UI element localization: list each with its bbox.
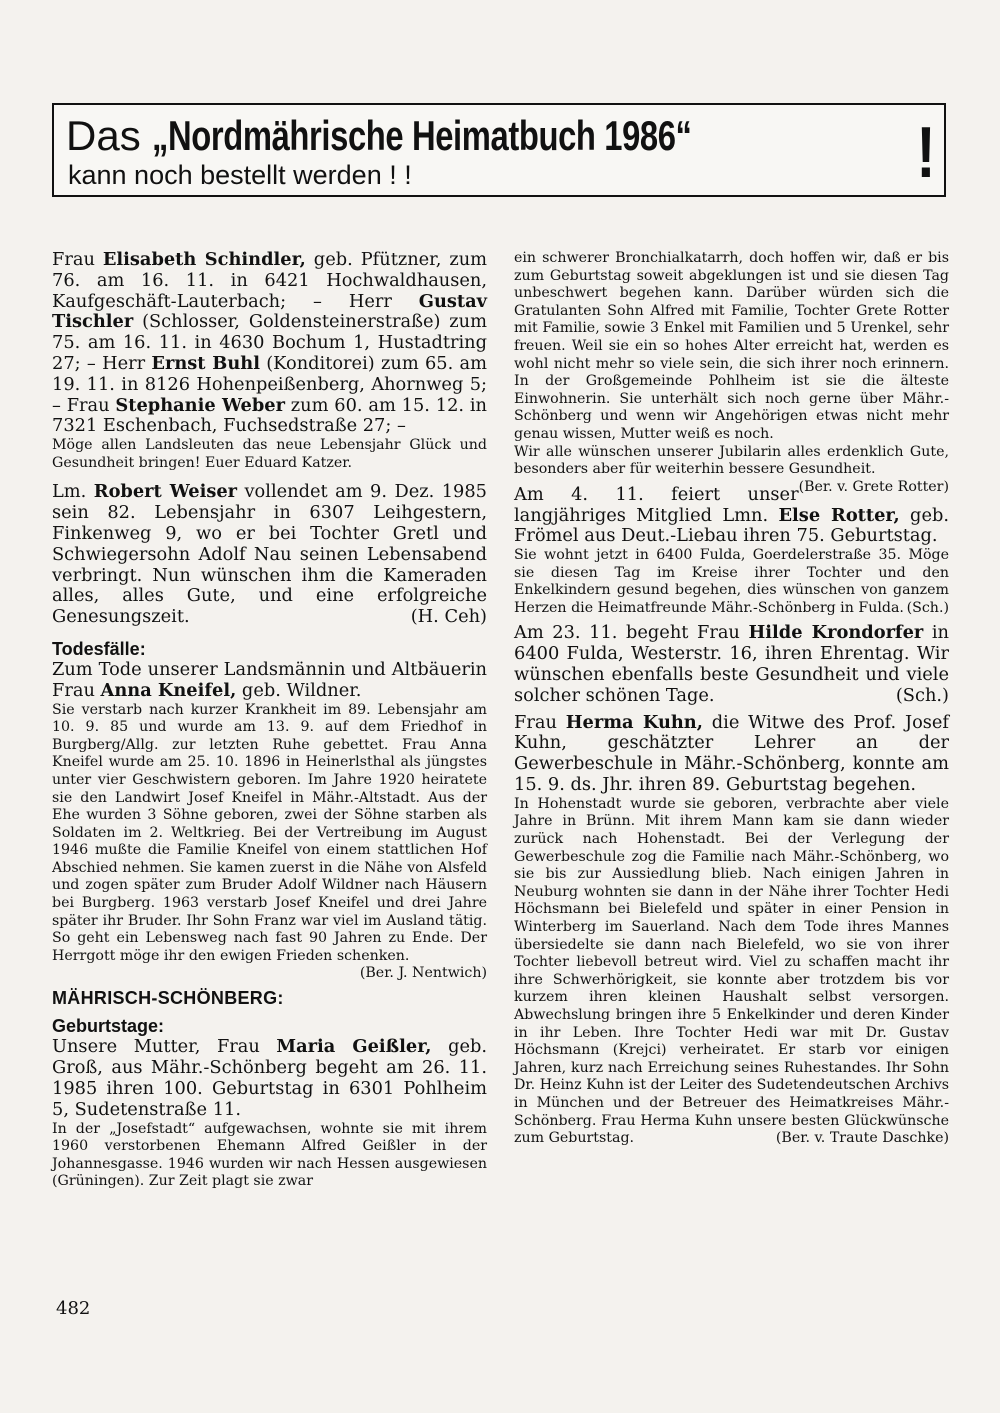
announcement-subtitle: kann noch bestellt werden ! ! <box>68 160 412 190</box>
person-name: Robert Weiser <box>93 481 238 503</box>
birthdays-heading: Geburtstage: <box>52 1016 165 1037</box>
town-heading: MÄHRISCH-SCHÖNBERG: <box>52 988 284 1009</box>
kneifel-obituary <box>52 701 487 982</box>
kuhn-signature: (Ber. v. Traute Daschke) <box>775 1130 949 1147</box>
geissler-continued: ein schwerer Bronchialkatarrh, doch hoffen wir, daß er bis zum Geburtstag soweit abgeklungen ist und sie diesen Tag unbeschwert begehen kann. Darüber würden sich die Gratulanten Sohn Alfred mit Familie, Tochter Grete Rotter mit Familie, sowie 3 Enkel mit Familien und 5 Urenkel, sehr freuen. Weil sie ein so hohes Alter erreicht hat, werden es wohl nicht mehr so viele sein, die sich ihrer noch erinnern. In der Großgemeinde Pohlheim ist sie die älteste Einwohnerin. Sie unterhält sich noch gerne über Mähr.-Schönberg und wenn wir Angehörigen etwas nicht mehr genau wissen, Mutter weiß es noch. <box>514 250 949 442</box>
person-name: Ernst Buhl <box>151 352 260 374</box>
deaths-heading: Todesfälle: <box>52 638 146 659</box>
kuhn-text <box>514 796 949 1148</box>
rotter-intro: Am 4. 11. feiert unser langjähriges Mitglied Lmn. Else Rotter, geb. Frömel aus Deut.-Liebau ihren 75. Geburtstag. <box>514 483 949 547</box>
kneifel-text: Sie verstarb nach kurzer Krankheit im 89. Lebensjahr am 10. 9. 85 und wurde am 13. 9. auf dem Friedhof in Burgberg/Allg. zur letzten Ruhe gebettet. Frau Anna Kneifel wurde am 25. 10. 1896 in Heinerlsthal als jüngstes unter vier Geschwistern geboren. Im Jahre 1920 heiratete sie den Landwirt Josef Kneifel in Mähr.-Altstadt. Aus der Ehe wurden 3 Söhne geboren, zwei der Söhne starben als Soldaten im 2. Weltkrieg. Bei der Vertreibung im August 1946 mußte die Familie Kneifel von einem stattlichen Hof Abschied nehmen. Sie kamen zuerst in die Nähe von Alsfeld und zogen später zum Bruder Adolf Wildner nach Häusern bei Burgberg. 1963 verstarb Josef Kneifel und drei Jahre später ihr Bruder. Ihr Sohn Franz war viel im Ausland tätig. So geht ein Lebensweg nach fast 90 Jahren zu Ende. Der Herrgott möge ihr den ewigen Frieden schenken. <box>52 701 487 964</box>
krondorfer-signature: (Sch.) <box>895 684 949 706</box>
announcement-title-lead: Das <box>66 112 153 159</box>
geissler-signature: (Ber. v. Grete Rotter) <box>798 478 949 495</box>
weiser-signature: (H. Ceh) <box>410 606 487 628</box>
person-name: Stephanie Weber <box>115 394 285 416</box>
person-name: Gustav Tischler <box>52 290 487 333</box>
rotter-body: Sie wohnt jetzt in 6400 Fulda, Goerdelerstraße 35. Möge sie diesen Tag im Kreise ihrer Tochter und den Enkelkindern gesund begehen, dies wünschen von ganzem Herzen die Heimatfreunde Mähr.-Schönberg in Fulda. <box>514 547 949 616</box>
announcement-box <box>52 103 946 197</box>
geissler-wishes <box>514 443 949 495</box>
person-name: Maria Geißler, <box>276 1036 432 1058</box>
left-column <box>52 250 487 1191</box>
rotter-signature: (Sch.) <box>906 599 949 616</box>
announcement-title <box>66 111 844 161</box>
birthday-greeting: Möge allen Landsleuten das neue Lebensjahr Glück und Gesundheit bringen! Euer Eduard Katzer. <box>52 437 487 471</box>
geissler-text: In der „Josefstadt“ aufgewachsen, wohnte sie mit ihrem 1960 verstorbenen Ehemann Alfred Geißler in der Johannesgasse. 1946 wurden wir nach Hessen ausgewiesen (Grüningen). Zur Zeit plagt sie zwar <box>52 1120 487 1190</box>
krondorfer-text: Am 23. 11. begeht Frau Hilde Krondorfer in 6400 Fulda, Westerstr. 16, ihren Ehrentag. Wir wünschen ebenfalls beste Gesundheit und viele solcher schönen Tage. <box>514 622 949 706</box>
exclamation-mark: ! <box>916 113 936 193</box>
weiser-text: Lm. Robert Weiser vollendet am 9. Dez. 1985 sein 82. Lebensjahr in 6307 Leihgestern, Finkenweg 9, wo er bei Tochter Gretl und Schwiegersohn Adolf Nau seinen Lebensabend verbringt. Nun wünschen ihm die Kameraden alles, alles Gute, und eine erfolgreiche Genesungszeit. <box>52 481 487 628</box>
person-name: Herma Kuhn, <box>565 711 703 733</box>
krondorfer-article <box>514 623 949 706</box>
person-name: Hilde Krondorfer <box>748 622 924 644</box>
kuhn-intro: Frau Herma Kuhn, die Witwe des Prof. Josef Kuhn, geschätzter Lehrer an der Gewerbeschule in Mähr.-Schönberg, konnte am 15. 9. ds. Jhr. ihren 89. Geburtstag begehen. <box>514 711 950 796</box>
announcement-title-main: „Nordmährische Heimatbuch 1986“ <box>152 112 692 159</box>
kneifel-signature: (Ber. J. Nentwich) <box>359 965 487 982</box>
geissler-wishes-text: Wir alle wünschen unserer Jubilarin alles erdenklich Gute, besonders aber für weiterhin bessere Gesundheit. <box>514 443 949 478</box>
birthday-list: Frau Elisabeth Schindler, geb. Pfützner, zum 76. am 16. 11. in 6421 Hochwaldhausen, Kaufgeschäft-Lauterbach; – Herr Gustav Tischler (Schlosser, Goldensteinerstraße) zum 75. am 16. 11. in 4630 Bochum 1, Hustadtring 27; – Herr Ernst Buhl (Konditorei) zum 65. am 19. 11. in 8126 Hohenpeißenberg, Ahornweg 5; – Frau Stephanie Weber zum 60. am 15. 12. in 7321 Eschenbach, Fuchsedstraße 27; – <box>52 249 488 437</box>
person-name: Else Rotter, <box>778 504 900 526</box>
rotter-text <box>514 547 949 617</box>
person-name: Anna Kneifel, <box>100 679 237 701</box>
person-name: Elisabeth Schindler, <box>102 249 306 270</box>
weiser-article <box>52 482 487 628</box>
right-column <box>514 250 949 1148</box>
kneifel-intro: Zum Tode unserer Landsmännin und Altbäuerin Frau Anna Kneifel, geb. Wildner. <box>52 658 487 701</box>
page-number: 482 <box>56 1298 91 1319</box>
kuhn-body: In Hohenstadt wurde sie geboren, verbrachte aber viele Jahre in Brünn. Mit ihrem Mann kam sie dann wieder zurück nach Hohenstadt. Bei der Verlegung der Gewerbeschule zog die Familie nach Mähr.-Schönberg, wo sie bis zur Aussiedlung blieb. Nach einigen Jahren in Neuburg wohnten sie dann in der Nähe ihrer Tochter Hedi Höchsmann bei Bielefeld und später in einer Pension in Winterberg im Sauerland. Nach dem Tode ihres Mannes übersiedelte sie dann nach Bielefeld, wo sie von ihrer Tochter liebevoll betreut wird. Viel zu schaffen macht ihr ihre Schwerhörigkeit, sie konnte aber trotzdem bis vor kurzem ihren kleinen Haushalt selbst versorgen. Abwechslung bringen ihre 5 Enkelkinder und deren Kinder in ihr Leben. Ihre Tochter Hedi war mit Dr. Gustav Höchsmann (Krejci) verheiratet. Er starb vor einigen Jahren, kurz nach Erreichung seines Ruhestandes. Ihr Sohn Dr. Heinz Kuhn ist der Leiter des Sudetendeutschen Archivs in München und der Betreuer des Heimatkreises Mähr.-Schönberg. Frau Herma Kuhn unsere besten Glückwünsche zum Geburtstag. <box>514 795 949 1147</box>
geissler-intro: Unsere Mutter, Frau Maria Geißler, geb. Groß, aus Mähr.-Schönberg begeht am 26. 11. 1985 ihren 100. Geburtstag in 6301 Pohlheim 5, Sudetenstraße 11. <box>52 1036 488 1120</box>
